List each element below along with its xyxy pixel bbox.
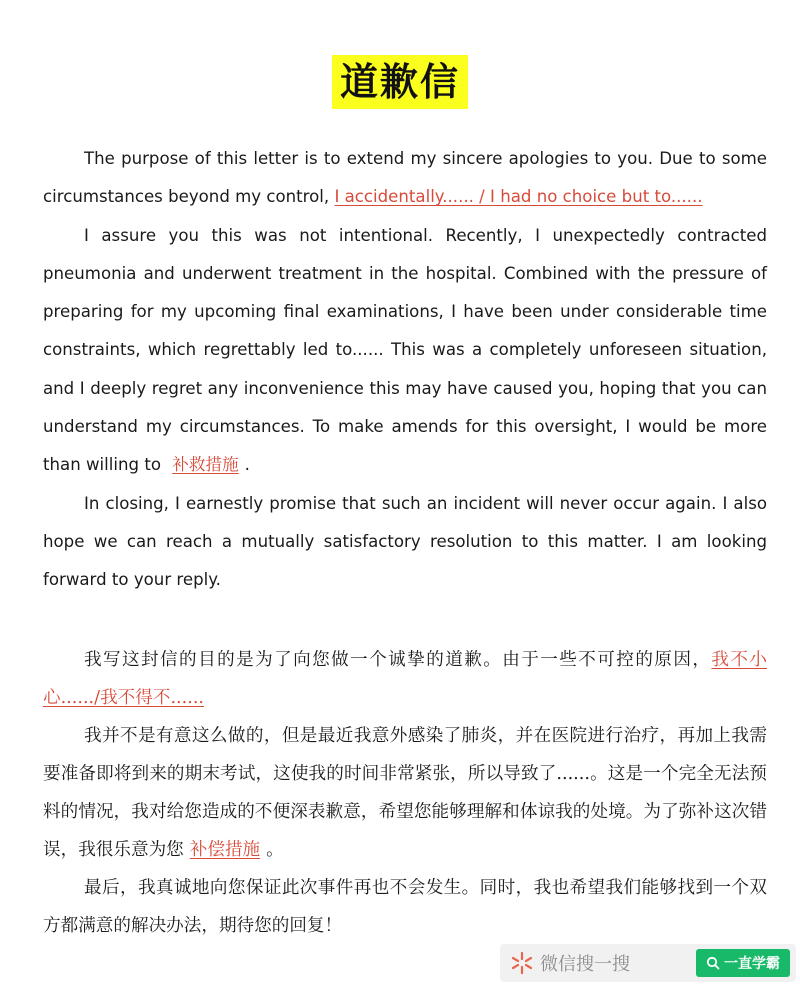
english-paragraph-2	[43, 217, 767, 485]
chinese-p2-fill-in: 补偿措施	[189, 840, 261, 860]
chinese-letter	[43, 641, 767, 945]
chinese-paragraph-1	[43, 641, 767, 717]
wechat-search-icon	[510, 951, 534, 975]
english-letter	[43, 140, 767, 600]
english-p2-end: .	[244, 455, 250, 475]
chinese-paragraph-2	[43, 717, 767, 869]
account-search-button[interactable]	[696, 949, 790, 977]
english-p1-fill-in: I accidentally...... / I had no choice but to......	[334, 187, 703, 207]
account-name: 一直学霸	[724, 956, 780, 972]
wechat-search-watermark	[500, 944, 796, 982]
title-container	[0, 55, 800, 109]
english-paragraph-3: In closing, I earnestly promise that such an incident will never occur again. I also hope we can reach a mutually satisfactory resolution to this matter. I am looking forward to your reply.	[43, 493, 767, 590]
wechat-search-text: 微信搜一搜	[540, 954, 630, 975]
english-p1-text: The purpose of this letter is to extend my sincere apologies to you. Due to some circumstances beyond my control,	[43, 149, 767, 207]
english-p2-text: I assure you this was not intentional. Recently, I unexpectedly contracted pneumonia and underwent treatment in the hospital. Combined with the pressure of preparing for my upcoming final examinations, I have been under considerable time constraints, which regrettably led to...... This was a completely unforeseen situation, and I deeply regret any inconvenience this may have caused you, hoping that you can understand my circumstances. To make amends for this oversight, I would be more than willing to	[43, 225, 767, 475]
letter-title: 道歉信	[332, 55, 468, 109]
chinese-paragraph-3: 最后，我真诚地向您保证此次事件再也不会发生。同时，我也希望我们能够找到一个双方都满意的解决办法，期待您的回复！	[43, 878, 767, 936]
chinese-p1-fill-in: 我不小心....../我不得不......	[43, 650, 767, 708]
chinese-p1-text: 我写这封信的目的是为了向您做一个诚挚的道歉。由于一些不可控的原因，	[84, 650, 712, 670]
wechat-search-label	[510, 950, 630, 976]
chinese-p2-text: 我并不是有意这么做的，但是最近我意外感染了肺炎，并在医院进行治疗，再加上我需要准备即将到来的期末考试，这使我的时间非常紧张，所以导致了......。这是一个完全无法预料的情况，我对给您造成的不便深表歉意，希望您能够理解和体谅我的处境。为了弥补这次错误，我很乐意为您	[43, 726, 767, 860]
english-paragraph-1	[43, 140, 767, 217]
search-icon	[706, 956, 720, 970]
chinese-p2-end: 。	[266, 840, 284, 860]
english-p2-fill-in: 补救措施	[172, 455, 239, 475]
